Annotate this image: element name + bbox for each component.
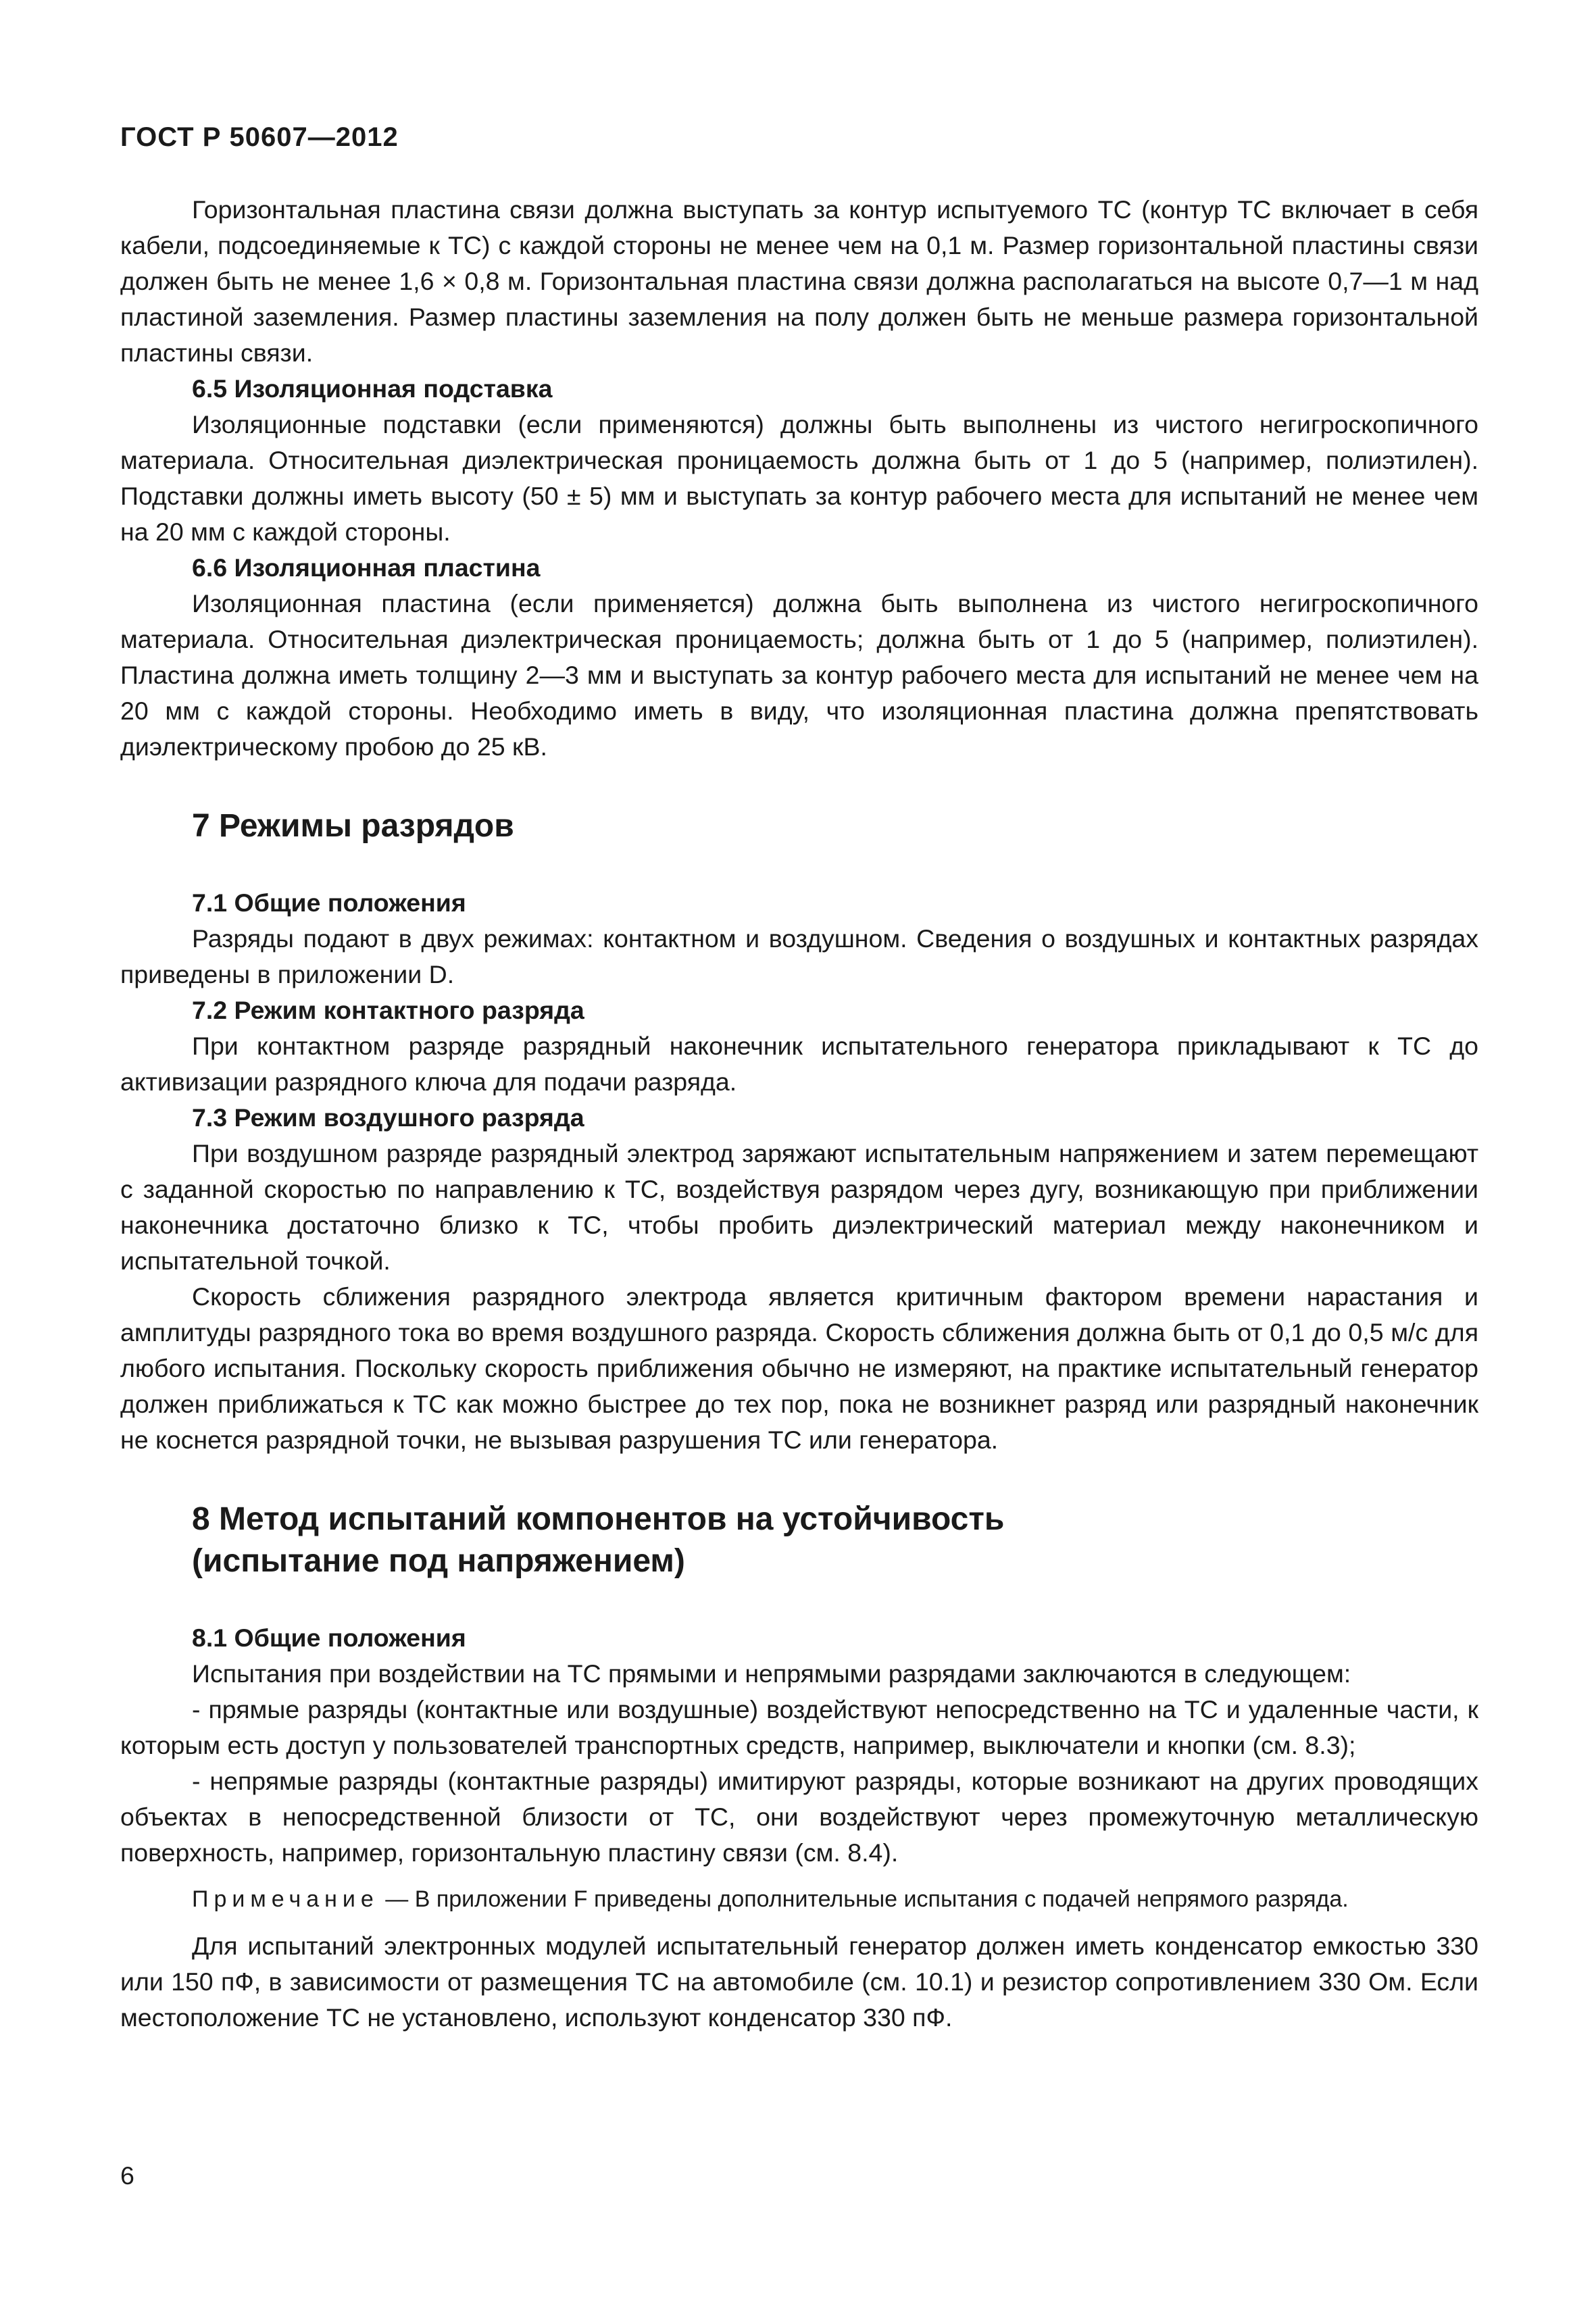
paragraph: При контактном разряде разрядный наконечник испытательного генератора прикладывают к ТС до активизации разрядного ключа для подачи разряда. [120,1032,1478,1096]
section-heading [120,805,1478,847]
paragraph: Испытания при воздействии на ТС прямыми и непрямыми разрядами заключаются в следующем: [192,1659,1351,1688]
note-lead: Примечание [192,1886,379,1912]
subsection-heading: 6.6 Изоляционная пластина [192,553,541,582]
subsection-heading: 8.1 Общие положения [192,1624,466,1652]
section-title: 7 Режимы разрядов [192,808,514,844]
paragraph: Горизонтальная пластина связи должна выступать за контур испытуемого ТС (контур ТС включает в себя кабели, подсоединяемые к ТС) с каждой стороны не менее чем на 0,1 м. Размер горизонтальной пластины связи должен быть не менее 1,6 × 0,8 м. Горизонтальная пластина связи должна располагаться на высоте 0,7—1 м над пластиной заземления. Размер пластины заземления на полу должен быть не меньше размера горизонтальной пластины связи. [120,195,1478,367]
subsection-heading: 7.1 Общие положения [192,888,466,917]
paragraph: Разряды подают в двух режимах: контактном и воздушном. Сведения о воздушных и контактных разрядах приведены в приложении D. [120,924,1478,988]
document-code-header: ГОСТ Р 50607—2012 [120,122,399,152]
paragraph: Скорость сближения разрядного электрода является критичным фактором времени нарастания и амплитуды разрядного тока во время воздушного разряда. Скорость сближения должна быть от 0,1 до 0,5 м/с для любого испытания. Поскольку скорость приближения обычно не измеряют, на практике испытательный генератор должен приближаться к ТС как можно быстрее до тех пор, пока не возникнет разряд или разрядный наконечник не коснется разрядной точки, не вызывая разрушения ТС или генератора. [120,1282,1478,1454]
paragraph: При воздушном разряде разрядный электрод заряжают испытательным напряжением и затем перемещают с заданной скоростью по направлению к ТС, воздействуя разрядом через дугу, возникающую при приближении наконечника достаточно близко к ТС, чтобы пробить диэлектрический материал между наконечником и испытательной точкой. [120,1139,1478,1275]
section-title-line-1: 8 Метод испытаний компонентов на устойчивость [192,1501,1005,1537]
subsection-heading: 6.5 Изоляционная подставка [192,374,553,403]
section-title-line-2: (испытание под напряжением) [192,1543,685,1579]
page-number: 6 [120,2161,134,2190]
subsection-heading: 7.3 Режим воздушного разряда [192,1103,584,1132]
list-item-paragraph: - непрямые разряды (контактные разряды) имитируют разряды, которые возникают на других проводящих объектах в непосредственной близости от ТС, они воздействуют через промежуточную металлическую поверхность, например, горизонтальную пластину связи (см. 8.4). [120,1767,1478,1867]
list-item-paragraph: - прямые разряды (контактные или воздушные) воздействуют непосредственно на ТС и удаленные части, к которым есть доступ у пользователей транспортных средств, например, выключатели и кнопки (см. 8.3); [120,1695,1478,1759]
paragraph: Изоляционные подставки (если применяются) должны быть выполнены из чистого негигроскопичного материала. Относительная диэлектрическая проницаемость должна быть от 1 до 5 (например, полиэтилен). Подставки должны иметь высоту (50 ± 5) мм и выступать за контур рабочего места для испытаний не менее чем на 20 мм с каждой стороны. [120,410,1478,546]
page-content [120,120,1478,2036]
section-heading [120,1499,1478,1582]
subsection-heading: 7.2 Режим контактного разряда [192,996,584,1024]
note-text: — В приложении F приведены дополнительные испытания с подачей непрямого разряда. [378,1886,1349,1912]
note [120,1882,1478,1917]
paragraph: Для испытаний электронных модулей испытательный генератор должен иметь конденсатор емкостью 330 или 150 пФ, в зависимости от размещения ТС на автомобиле (см. 10.1) и резистор сопротивлением 330 Ом. Если местоположение ТС не установлено, используют конденсатор 330 пФ. [120,1932,1478,2032]
paragraph: Изоляционная пластина (если применяется) должна быть выполнена из чистого негигроскопичного материала. Относительная диэлектрическая проницаемость; должна быть от 1 до 5 (например, полиэтилен). Пластина должна иметь толщину 2—3 мм и выступать за контур рабочего места для испытаний не менее чем на 20 мм с каждой стороны. Необходимо иметь в виду, что изоляционная пластина должна препятствовать диэлектрическому пробою до 25 кВ. [120,589,1478,761]
